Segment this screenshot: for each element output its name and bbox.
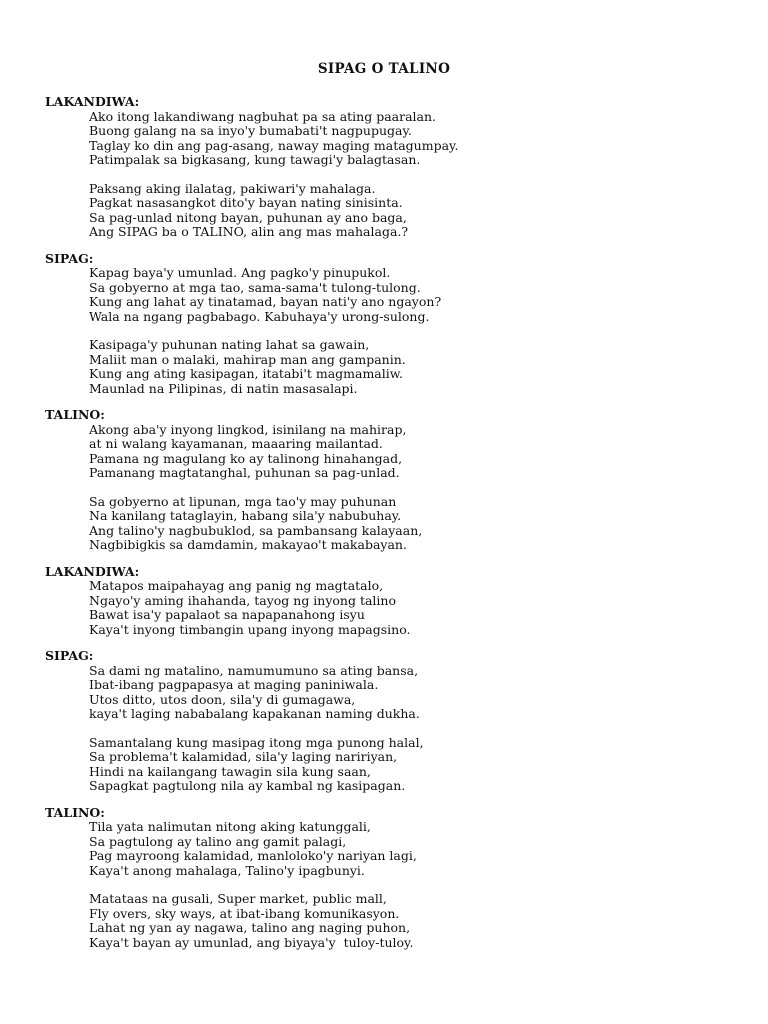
poem-section bbox=[45, 649, 745, 794]
verse-line: Matataas na gusali, Super market, public mall, bbox=[89, 891, 387, 906]
verse-line: Sa gobyerno at mga tao, sama-sama't tulong-tulong. bbox=[89, 279, 421, 295]
verse-line: Sa dami ng matalino, namumumuno sa ating bansa, bbox=[89, 662, 419, 678]
verse-line: Akong aba'y inyong lingkod, isinilang na mahirap, bbox=[89, 421, 407, 437]
speaker-label: SIPAG: bbox=[45, 250, 94, 266]
verse-line: Wala na ngang pagbabago. Kabuhaya'y urong-sulong. bbox=[89, 308, 430, 324]
stanza bbox=[89, 579, 745, 637]
verse-line: Sa pag-unlad nitong bayan, puhunan ay ano baga, bbox=[89, 209, 407, 225]
speaker-label: TALINO: bbox=[45, 804, 105, 820]
verse-line: Lahat ng yan ay nagawa, talino ang naging puhon, bbox=[89, 920, 411, 935]
verse-line: Sapagkat pagtulong nila ay kambal ng kasipagan. bbox=[89, 778, 406, 793]
verse-line: at ni walang kayamanan, maaaring mailantad. bbox=[89, 436, 383, 451]
stanza bbox=[89, 736, 745, 794]
verse-line: Tila yata nalimutan nitong aking katunggali, bbox=[89, 819, 371, 834]
verse-line: Fly overs, sky ways, at ibat-ibang komunikasyon. bbox=[89, 905, 400, 921]
verse-line: Bawat isa'y papalaot sa napapanahong isyu bbox=[89, 607, 365, 622]
speaker-label: SIPAG: bbox=[45, 648, 94, 663]
stanza bbox=[89, 664, 745, 722]
poem-body bbox=[45, 95, 745, 962]
verse-line: Ngayo'y aming ihahanda, tayog ng inyong talino bbox=[89, 592, 397, 608]
verse-line: Matapos maipahayag ang panig ng magtatalo, bbox=[89, 578, 384, 593]
stanza bbox=[89, 182, 745, 240]
poem-title: SIPAG O TALINO bbox=[317, 61, 451, 77]
stanza bbox=[89, 820, 745, 878]
poem-section bbox=[45, 252, 745, 397]
verse-line: Pag mayroong kalamidad, manloloko'y nariyan lagi, bbox=[89, 848, 417, 863]
verse-line: Kung ang ating kasipagan, itatabi't magmamaliw. bbox=[89, 366, 403, 381]
stanza bbox=[89, 892, 745, 950]
verse-line: Sa gobyerno at lipunan, mga tao'y may puhunan bbox=[89, 493, 397, 509]
speaker-label: LAKANDIWA: bbox=[45, 94, 140, 109]
speaker-label: LAKANDIWA: bbox=[45, 563, 140, 579]
verse-line: Ibat-ibang pagpapasya at maging paniniwala. bbox=[89, 677, 379, 692]
stanza bbox=[89, 266, 745, 324]
stanza bbox=[89, 423, 745, 481]
verse-line: Ang SIPAG ba o TALINO, alin ang mas mahalaga.? bbox=[89, 224, 409, 239]
stanza bbox=[89, 110, 745, 168]
stanza bbox=[89, 495, 745, 553]
verse-line: Hindi na kailangang tawagin sila kung saan, bbox=[89, 763, 371, 779]
verse-line: Ako itong lakandiwang nagbuhat pa sa ating paaralan. bbox=[89, 108, 437, 124]
poem-section bbox=[45, 95, 745, 240]
verse-line: Pagkat nasasangkot dito'y bayan nating sinisinta. bbox=[89, 195, 403, 210]
verse-line: Utos ditto, utos doon, sila'y di gumagawa, bbox=[89, 691, 356, 707]
poem-section bbox=[45, 565, 745, 638]
verse-line: Sa pagtulong ay talino ang gamit palagi, bbox=[89, 833, 347, 849]
speaker-label: TALINO: bbox=[45, 407, 105, 422]
verse-line: Buong galang na sa inyo'y bumabati't nagpupugay. bbox=[89, 123, 412, 138]
verse-line: Kaya't anong mahalaga, Talino'y ipagbunyi. bbox=[89, 862, 365, 878]
verse-line: Na kanilang tataglayin, habang sila'y nabubuhay. bbox=[89, 508, 402, 523]
verse-line: Kapag baya'y umunlad. Ang pagko'y pinupukol. bbox=[89, 265, 391, 280]
verse-line: Kaya't inyong timbangin upang inyong mapagsino. bbox=[89, 621, 411, 637]
verse-line: Kasipaga'y puhunan nating lahat sa gawain, bbox=[89, 337, 370, 352]
verse-line: Kung ang lahat ay tinatamad, bayan nati'y ano ngayon? bbox=[89, 294, 442, 309]
verse-line: Samantalang kung masipag itong mga punong halal, bbox=[89, 734, 424, 750]
verse-line: Maliit man o malaki, mahirap man ang gampanin. bbox=[89, 351, 406, 367]
verse-line: Sa problema't kalamidad, sila'y laging naririyan, bbox=[89, 749, 398, 764]
verse-line: Taglay ko din ang pag-asang, naway maging matagumpay. bbox=[89, 137, 459, 153]
stanza bbox=[89, 338, 745, 396]
poem-section bbox=[45, 806, 745, 951]
verse-line: kaya't laging nababalang kapakanan naming dukha. bbox=[89, 706, 420, 721]
verse-line: Pamanang magtatanghal, puhunan sa pag-unlad. bbox=[89, 465, 400, 480]
verse-line: Kaya't bayan ay umunlad, ang biyaya'y tuloy-tuloy. bbox=[89, 934, 414, 950]
verse-line: Maunlad na Pilipinas, di natin masasalapi. bbox=[89, 380, 358, 396]
verse-line: Ang talino'y nagbubuklod, sa pambansang kalayaan, bbox=[89, 522, 423, 538]
verse-line: Paksang aking ilalatag, pakiwari'y mahalaga. bbox=[89, 180, 376, 196]
verse-line: Pamana ng magulang ko ay talinong hinahangad, bbox=[89, 450, 403, 466]
verse-line: Nagbibigkis sa damdamin, makayao't makabayan. bbox=[89, 537, 407, 552]
poem-section bbox=[45, 408, 745, 553]
verse-line: Patimpalak sa bigkasang, kung tawagi'y balagtasan. bbox=[89, 152, 421, 167]
